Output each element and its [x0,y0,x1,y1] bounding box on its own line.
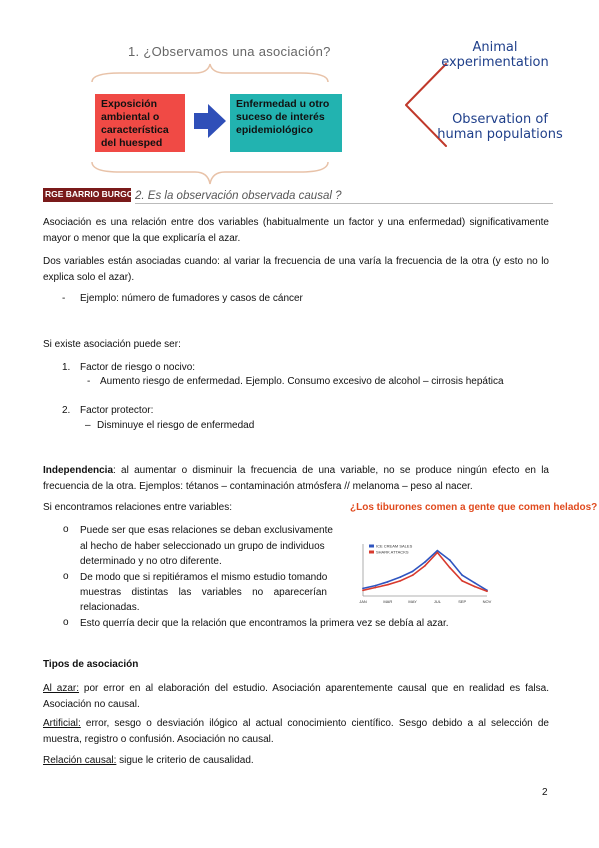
tipo-azar [43,681,549,713]
chart-x-tick-label: MAY [408,599,417,604]
chart-series-line-1 [363,553,487,592]
chart-x-tick-label: SEP [458,599,467,604]
numbered-marker-1: 1. [62,362,71,373]
chart-point-0-2 [387,581,389,583]
exposure-box: Exposición ambiental o característica del huesped [95,94,185,152]
chart-point-1-8 [461,580,463,582]
paragraph-independencia [43,463,549,495]
ice-cream-shark-chart [355,540,495,608]
chart-point-1-9 [474,586,476,588]
tipo-causal-term: Relación causal: [43,755,117,766]
tipo-artificial-term: Artificial: [43,718,81,729]
numbered-item-1: Factor de riesgo o nocivo: [80,362,196,373]
circle-item-2-line-1: De modo que si repitiéramos el mismo estudio tomando [80,572,328,583]
tipos-heading [43,658,138,672]
top-brace [90,62,330,84]
chart-point-1-1 [375,587,377,589]
tipo-azar-term: Al azar: [43,683,80,694]
circle-bullet-3: o [63,617,69,628]
disease-box: Enfermedad u otro suceso de interés epidemiológico [230,94,342,152]
chart-title: ¿Los tiburones comen a gente que comen helados? [350,502,598,513]
chart-point-0-7 [449,559,451,561]
chart-point-0-8 [461,574,463,576]
logo-text: RGE BARRIO BURGOS [45,189,139,199]
tipo-causal [43,753,549,769]
chart-x-tick-label: MAR [383,599,393,604]
chart-point-1-6 [437,552,439,554]
circle-item-1-line-2: al hecho de haber seleccionado un grupo de individuos [80,541,325,552]
chart-legend-swatch-0 [369,545,374,548]
chart-point-1-0 [362,589,364,591]
tipo-artificial-text: error, sesgo o desviación ilógico al actual conocimiento científico. Sesgo debido a al selección de muestra, registro o confusión. Asociación no causal. [43,718,549,745]
paragraph-variables-asociadas: Dos variables están asociadas cuando: al variar la frecuencia de una varía la frecuencia de la otra (y esto no lo explica solo el azar). [43,256,549,283]
circle-item-2-line-3: relacionadas. [80,602,140,613]
slide-title: 1. ¿Observamos una asociación? [128,44,331,59]
chart-x-tick-label: NOV [482,599,492,604]
circle-item-2-line-2-text: muestras distintas las variables no aparecerían [80,587,327,598]
chart-x-tick-label: JAN [359,599,367,604]
circle-item-1-line-3: determinado y no otro diferente. [80,556,222,567]
tipo-causal-text: sigue le criterio de causalidad. [116,755,254,766]
chart-x-tick-label: JUL [433,599,441,604]
paragraph-si-encontramos: Si encontramos relaciones entre variables: [43,502,232,513]
circle-item-3: Esto querría decir que la relación que encontramos la primera vez se debía al azar. [80,618,449,629]
slide-subtitle: 2. Es la observación observada causal ? [135,190,342,202]
chart-point-1-7 [449,567,451,569]
example-line: Ejemplo: número de fumadores y casos de cáncer [80,293,303,304]
chart-legend-swatch-1 [369,551,374,554]
slide-separator [135,203,553,204]
chart-point-0-1 [375,585,377,587]
bullet-dash: - [62,293,66,304]
sub-dash-1: - [87,376,91,387]
tipo-azar-text: por error en al elaboración del estudio. Asociación aparentemente causal que en realidad es falsa. Asociación no causal. [43,683,549,710]
bottom-brace [90,160,330,186]
right-arrow-icon [194,104,226,138]
circle-item-1-line-1: Puede ser que esas relaciones se deban exclusivamente [80,525,333,536]
chart-point-0-6 [437,550,439,552]
sub-dash-2: – [85,420,91,431]
chart-legend-label-1: SHARK ATTACKS [376,549,409,555]
chart-point-1-3 [399,580,401,582]
paragraph-si-existe: Si existe asociación puede ser: [43,339,181,350]
chart-point-0-4 [412,571,414,573]
chart-point-1-2 [387,584,389,586]
handwritten-observation-human-populations: Observation of human populations [437,112,563,142]
chart-point-1-10 [486,590,488,592]
page-number: 2 [542,787,548,798]
circle-bullet-2: o [63,571,69,582]
independencia-text: : al aumentar o disminuir la frecuencia de una variable, no se produce ningún efecto en la frecuencia de la otra. Ejemplos: tétanos – contaminación atmósfera // melanoma – peso al nacer. [43,465,549,492]
circle-bullet-1: o [63,524,69,535]
chart-point-0-5 [424,561,426,563]
chart-point-1-5 [424,565,426,567]
paragraph-asociacion: Asociación es una relación entre dos variables (habitualmente un factor y una enfermedad) significativamente mayor o menor que la que explicaría el azar. [43,217,549,244]
tipo-artificial [43,716,549,748]
chart-legend-label-0: ICE CREAM SALES [376,543,413,549]
chart-point-0-0 [362,588,364,590]
circle-item-2-line-2 [80,586,327,600]
independencia-term: Independencia [43,465,114,476]
chart-point-1-4 [412,574,414,576]
sub-item-2: Disminuye el riesgo de enfermedad [97,420,255,431]
numbered-item-2: Factor protector: [80,405,154,416]
handwritten-animal-experimentation: Animal experimentation [441,40,549,70]
chart-point-0-9 [474,582,476,584]
tipos-heading-text: Tipos de asociación [43,659,139,670]
chart-point-0-3 [399,576,401,578]
numbered-marker-2: 2. [62,405,71,416]
sub-item-1: Aumento riesgo de enfermedad. Ejemplo. Consumo excesivo de alcohol – cirrosis hepática [100,376,504,387]
